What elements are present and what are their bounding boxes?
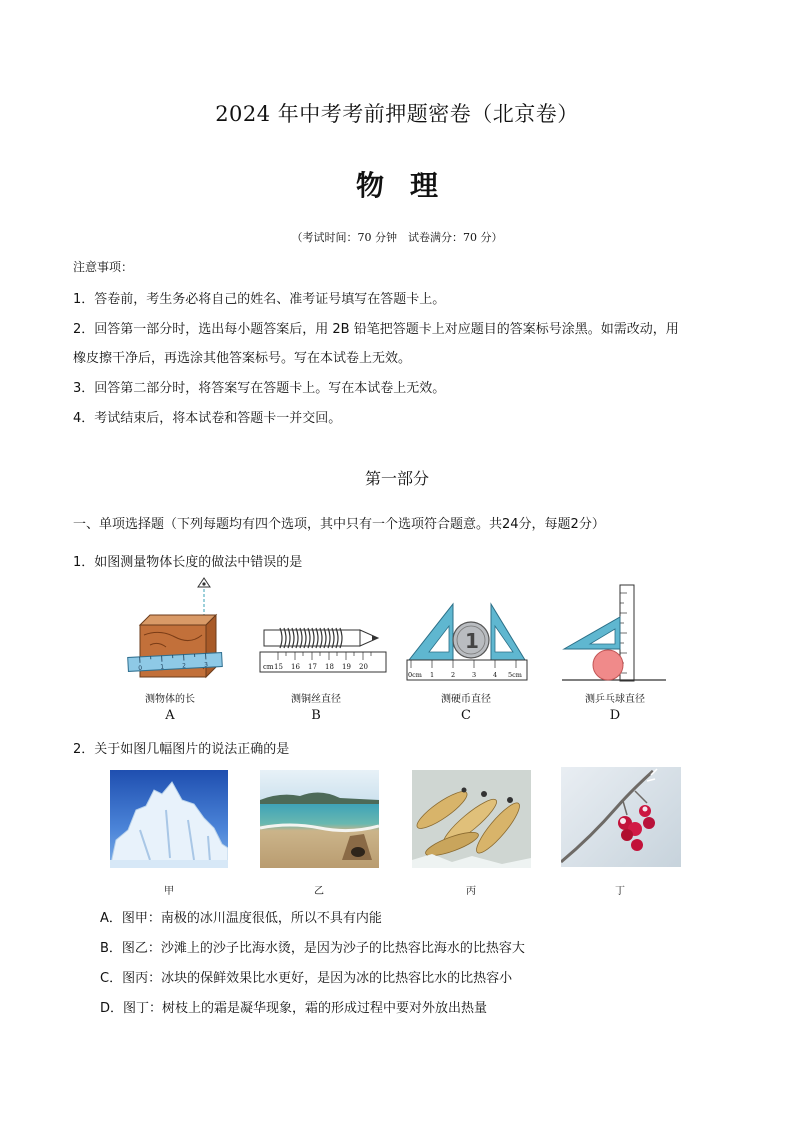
ruler-b-tick-label: 15 bbox=[274, 663, 283, 671]
ruler-a-tick-label: 0 bbox=[138, 664, 143, 672]
option-b: B．图乙：沙滩上的沙子比海水烫，是因为沙子的比热容比海水的比热容大 bbox=[100, 941, 525, 956]
note-item: 橡皮擦干净后，再选涂其他答案标号。写在本试卷上无效。 bbox=[73, 351, 412, 366]
ruler-c-tick-label: 1 bbox=[430, 671, 435, 679]
ruler-c-tick-label: 3 bbox=[472, 671, 477, 679]
figure-b-letter: B bbox=[311, 708, 321, 723]
ruler-a-tick-label: 3 bbox=[204, 661, 209, 669]
figure-c-coin bbox=[405, 598, 530, 682]
image-frost-berries bbox=[561, 767, 681, 867]
ruler-c-tick-label: 5cm bbox=[508, 671, 522, 679]
part-heading: 第一部分 bbox=[364, 469, 429, 488]
notes-heading: 注意事项： bbox=[73, 260, 134, 274]
ruler-b-tick-label: 19 bbox=[342, 663, 351, 671]
option-a: A．图甲：南极的冰川温度很低，所以不具有内能 bbox=[100, 911, 382, 926]
option-d: D．图丁：树枝上的霜是凝华现象，霜的形成过程中要对外放出热量 bbox=[100, 1001, 488, 1016]
note-item: 3．回答第二部分时，将答案写在答题卡上。写在本试卷上无效。 bbox=[73, 381, 446, 396]
figure-b-wire-coil bbox=[258, 620, 388, 680]
ruler-b-tick-label: 17 bbox=[308, 663, 317, 671]
image-caption: 丁 bbox=[615, 886, 625, 897]
ruler-a-tick-label: 1 bbox=[160, 663, 165, 671]
ruler-b-tick-label: 16 bbox=[291, 663, 300, 671]
image-beach bbox=[260, 770, 379, 868]
question-2-stem: 2．关于如图几幅图片的说法正确的是 bbox=[73, 742, 290, 757]
figure-d-letter: D bbox=[609, 708, 621, 723]
note-item: 2．回答第一部分时，选出每小题答案后，用 2B 铅笔把答题卡上对应题目的答案标号涂黑。如需改动，用 bbox=[73, 322, 679, 337]
ruler-c-tick-label: 2 bbox=[451, 671, 456, 679]
figure-a-wood-block bbox=[120, 575, 230, 685]
figure-a-caption: 测物体的长 bbox=[145, 694, 195, 705]
ruler-c-tick-label: 0cm bbox=[408, 671, 422, 679]
question-1-stem: 1．如图测量物体长度的做法中错误的是 bbox=[73, 555, 303, 570]
option-c: C．图丙：冰块的保鲜效果比水更好，是因为冰的比热容比水的比热容小 bbox=[100, 971, 513, 986]
note-item: 1．答卷前，考生务必将自己的姓名、准考证号填写在答题卡上。 bbox=[73, 292, 446, 307]
coin-value: 1 bbox=[465, 629, 479, 653]
figure-c-caption: 测硬币直径 bbox=[441, 694, 491, 705]
ruler-c-tick-label: 4 bbox=[493, 671, 498, 679]
figure-d-pingpong bbox=[560, 583, 670, 683]
figure-c-letter: C bbox=[461, 708, 471, 723]
image-caption: 乙 bbox=[314, 886, 324, 897]
ruler-b-tick-label: 20 bbox=[359, 663, 368, 671]
time-info: （考试时间：70 分钟 试卷满分：70 分） bbox=[291, 231, 503, 244]
image-caption: 甲 bbox=[164, 886, 174, 897]
figure-d-caption: 测乒乓球直径 bbox=[585, 694, 645, 705]
subject-title: 物理 bbox=[355, 169, 464, 202]
figure-a-letter: A bbox=[165, 708, 175, 723]
ruler-b-tick-label: cm bbox=[263, 663, 274, 671]
ruler-a-tick-label: 2 bbox=[182, 662, 187, 670]
section-title: 一、单项选择题（下列每题均有四个选项，其中只有一个选项符合题意。共24分，每题2分） bbox=[73, 517, 605, 532]
ruler-b-tick-label: 18 bbox=[325, 663, 334, 671]
image-caption: 丙 bbox=[466, 886, 476, 897]
figure-b-caption: 测铜丝直径 bbox=[291, 694, 341, 705]
exam-title: 2024 年中考考前押题密卷（北京卷） bbox=[215, 102, 579, 126]
note-item: 4．考试结束后，将本试卷和答题卡一并交回。 bbox=[73, 411, 342, 426]
image-fish-on-ice bbox=[412, 770, 531, 868]
image-iceberg bbox=[110, 770, 228, 868]
